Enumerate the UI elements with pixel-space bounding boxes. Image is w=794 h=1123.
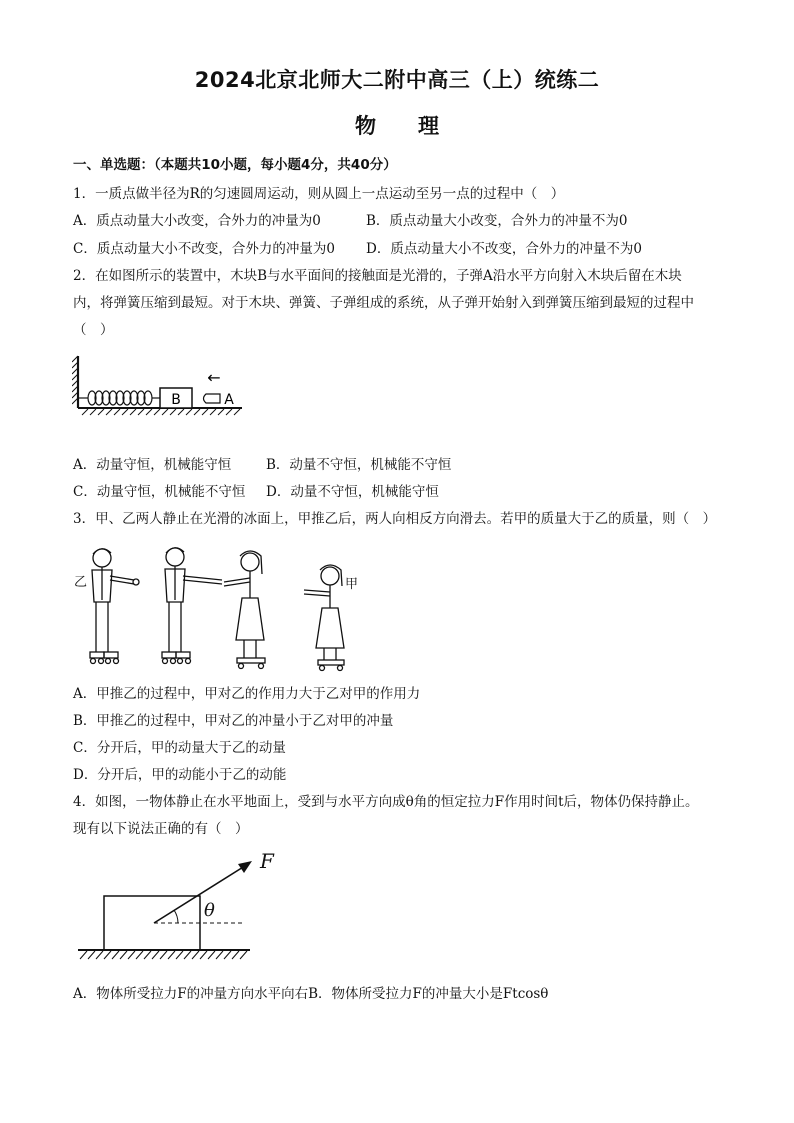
q2-option-d: D．动量不守恒，机械能守恒 — [266, 484, 439, 500]
skaters-figure — [72, 540, 372, 675]
bullet-icon — [204, 394, 221, 403]
q3-stem: 3．甲、乙两人静止在光滑的冰面上，甲推乙后，两人向相反方向滑去。若甲的质量大于乙的质量，则（ ） — [73, 511, 717, 527]
bullet-a-label: A — [224, 392, 234, 408]
q3-option-c: C．分开后，甲的动量大于乙的动量 — [73, 740, 286, 756]
angle-theta-label: θ — [204, 900, 215, 921]
q2-options-row1 — [73, 456, 451, 474]
exam-title: 2024北京北师大二附中高三（上）统练二 — [194, 68, 600, 92]
q2-option-c: C．动量守恒，机械能不守恒 — [73, 484, 246, 500]
q2-stem-line3: （ ） — [73, 322, 114, 338]
q1-options-row1 — [73, 212, 628, 230]
q3-option-a: A．甲推乙的过程中，甲对乙的作用力大于乙对甲的作用力 — [73, 686, 421, 702]
spring-block-figure — [72, 352, 247, 437]
girl-right-icon — [304, 565, 344, 671]
block-b-label: B — [171, 392, 181, 408]
q4-options-ab: A．物体所受拉力F的冲量方向水平向右B．物体所受拉力F的冲量大小是Ftcosθ — [73, 986, 549, 1002]
boy-middle-icon — [162, 548, 222, 664]
force-arrow-icon — [154, 864, 248, 923]
q1-stem: 1．一质点做半径为R的匀速圆周运动，则从圆上一点运动至另一点的过程中（ ） — [73, 186, 565, 202]
q2-stem-line2: 内，将弹簧压缩到最短。对于木块、弹簧、子弹组成的系统，从子弹开始射入到弹簧压缩到最短的过程中 — [73, 295, 694, 311]
label-jia: 甲 — [345, 577, 359, 592]
q2-options-row2 — [73, 483, 439, 501]
q1-option-a: A．质点动量大小改变，合外力的冲量为0 — [73, 213, 321, 229]
girl-middle-icon — [224, 551, 265, 669]
q1-option-d: D．质点动量大小不改变，合外力的冲量不为0 — [366, 241, 642, 257]
force-f-label: F — [260, 849, 274, 873]
boy-left-icon — [90, 549, 139, 664]
q4-stem-line2: 现有以下说法正确的有（ ） — [73, 821, 249, 837]
q1-option-c: C．质点动量大小不改变，合外力的冲量为0 — [73, 241, 335, 257]
q3-option-b: B．甲推乙的过程中，甲对乙的冲量小于乙对甲的冲量 — [73, 713, 394, 729]
spring-icon — [78, 391, 160, 405]
q2-option-a: A．动量守恒，机械能守恒 — [73, 457, 232, 473]
label-yi: 乙 — [74, 575, 88, 590]
subject-title: 物 理 — [355, 114, 439, 138]
force-figure — [74, 848, 294, 970]
q1-options-row2 — [73, 240, 642, 258]
q3-option-d: D．分开后，甲的动能小于乙的动能 — [73, 767, 287, 783]
arrow-left-icon: ← — [207, 368, 221, 387]
q1-option-b: B．质点动量大小改变，合外力的冲量不为0 — [366, 213, 628, 229]
q2-stem-line1: 2．在如图所示的装置中，木块B与水平面间的接触面是光滑的，子弹A沿水平方向射入木块后留在木块 — [73, 268, 682, 284]
section-heading: 一、单选题：（本题共10小题，每小题4分，共40分） — [73, 157, 397, 173]
q4-stem-line1: 4．如图，一物体静止在水平地面上，受到与水平方向成θ角的恒定拉力F作用时间t后，物体仍保持静止。 — [73, 794, 699, 810]
q2-option-b: B．动量不守恒，机械能不守恒 — [266, 457, 452, 473]
